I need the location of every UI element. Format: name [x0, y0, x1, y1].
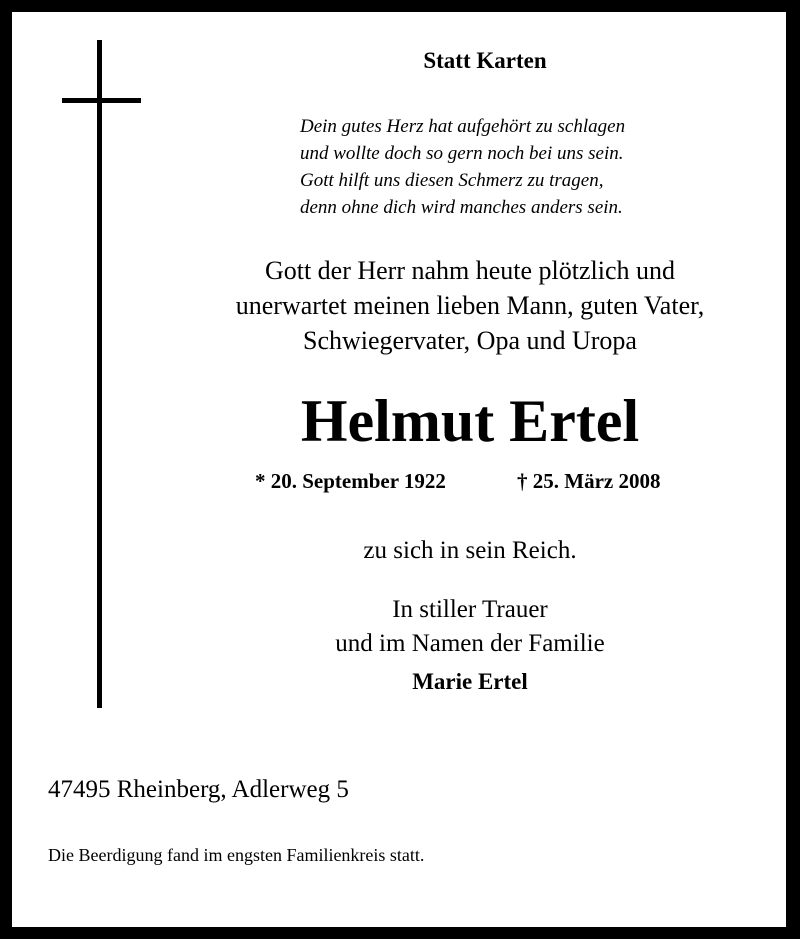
announcement-line: Gott der Herr nahm heute plötzlich und [264, 256, 676, 285]
mourning-line: und im Namen der Familie [335, 630, 605, 657]
header-title: Statt Karten [423, 48, 547, 73]
cross-icon-vertical-bar [97, 40, 102, 708]
closing-phrase: zu sich in sein Reich. [363, 537, 577, 564]
poem-line: denn ohne dich wird manches anders sein. [300, 197, 623, 218]
announcement-text [160, 253, 780, 358]
mourning-text [160, 593, 780, 661]
poem [300, 113, 760, 221]
birth-date: * 20. September 1922 [255, 469, 446, 493]
cross-icon-horizontal-bar [62, 98, 141, 103]
address: 47495 Rheinberg, Adlerweg 5 [48, 776, 349, 803]
poem-line: Dein gutes Herz hat aufgehört zu schlagen [300, 116, 626, 137]
death-date: † 25. März 2008 [517, 469, 661, 493]
poem-line: Gott hilft uns diesen Schmerz zu tragen, [300, 170, 604, 191]
signer-name: Marie Ertel [412, 669, 528, 694]
funeral-note: Die Beerdigung fand im engsten Familienkreis statt. [48, 845, 425, 865]
poem-line: und wollte doch so gern noch bei uns sein. [300, 143, 624, 164]
deceased-name: Helmut Ertel [300, 388, 640, 454]
announcement-line: Schwiegervater, Opa und Uropa [303, 326, 637, 355]
mourning-line: In stiller Trauer [392, 596, 548, 623]
announcement-line: unerwartet meinen lieben Mann, guten Vater, [235, 291, 705, 320]
